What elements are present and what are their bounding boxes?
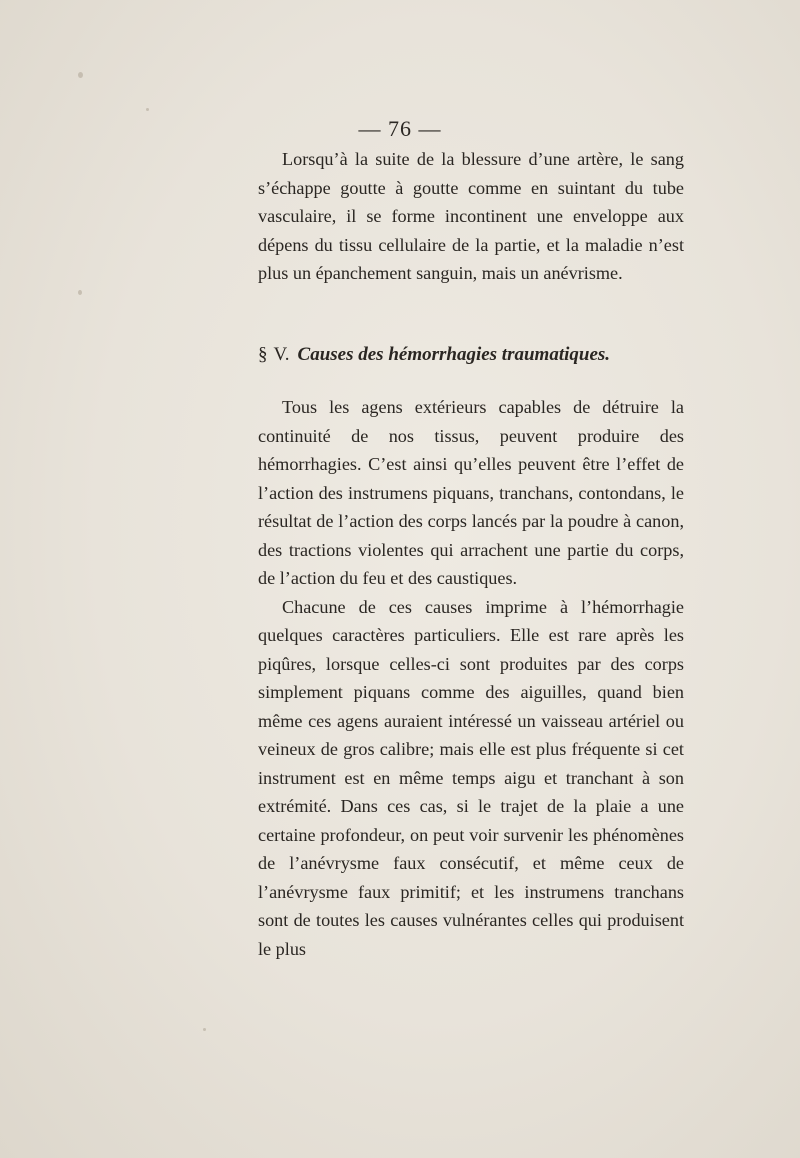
paragraph: Lorsqu’à la suite de la blessure d’une artère, le sang s’échappe goutte à goutte comme en suintant du tube vasculaire, il se forme incontinent une enveloppe aux dépens du tissu cellulaire de la partie, et la maladie n’est plus un épanchement sanguin, mais un anévrisme.	[258, 149, 684, 283]
intro-text	[258, 145, 684, 288]
section-title: Causes des hémorrhagies traumatiques.	[297, 344, 611, 365]
section-symbol: §	[258, 344, 268, 365]
paragraph: Tous les agens extérieurs capables de détruire la continuité de nos tissus, peuvent produire des hémorrhagies. C’est ainsi qu’elles peuvent être l’effet de l’action des instrumens piquans, tranchans, contondans, le résultat de l’action des corps lancés par la poudre à canon, des tractions violentes qui arrachent une partie du corps, de l’action du feu et des caustiques.	[258, 397, 684, 588]
page-number: — 76 —	[358, 116, 442, 141]
section-heading	[258, 344, 684, 366]
paper-spot	[146, 108, 149, 111]
paper-spot	[78, 290, 82, 295]
paper-spot	[78, 72, 83, 78]
paper-spot	[203, 1028, 206, 1031]
section-body	[258, 393, 684, 963]
section-number: V.	[273, 344, 290, 365]
paragraph: Chacune de ces causes imprime à l’hémorrhagie quelques caractères particuliers. Elle est rare après les piqûres, lorsque celles-ci sont produites par des corps simplement piquans comme des aiguilles, quand bien même ces agens auraient intéressé un vaisseau artériel ou veineux de gros calibre; mais elle est plus fréquente si cet instrument est en même temps aigu et tranchant à son extrémité. Dans ces cas, si le trajet de la plaie a une certaine profondeur, on peut voir survenir les phénomènes de l’anévrysme faux consécutif, et même ceux de l’anévrysme faux primitif; et les instrumens tranchans sont de toutes les causes vulnérantes celles qui produisent le plus	[258, 596, 684, 959]
